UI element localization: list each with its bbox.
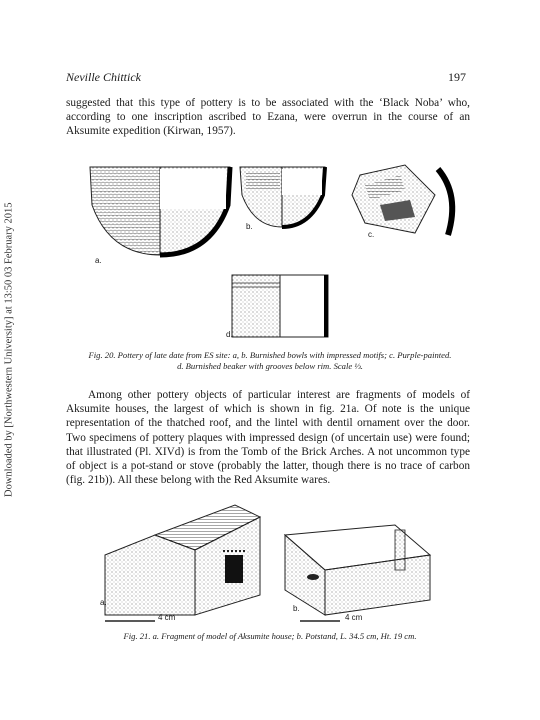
running-head-author: Neville Chittick bbox=[66, 70, 141, 84]
fig20-label-d: d. bbox=[226, 330, 233, 339]
house-model-illustration bbox=[105, 505, 260, 615]
figure-21-drawing bbox=[95, 495, 445, 625]
potstand-illustration bbox=[285, 525, 430, 615]
bowl-a-illustration bbox=[90, 167, 230, 255]
fig21-label-b: b. bbox=[293, 604, 300, 613]
fig20-label-b: b. bbox=[246, 222, 253, 231]
fig21-scale-a: 4 cm bbox=[158, 613, 176, 622]
fragment-c-illustration bbox=[352, 165, 452, 235]
figure-20-drawing bbox=[60, 155, 480, 345]
figure-20-caption-line-2: d. Burnished beaker with grooves below rim. Scale ⅓. bbox=[177, 361, 363, 371]
download-watermark: Downloaded by [Northwestern University] at 13:50 03 February 2015 bbox=[3, 202, 15, 498]
fig21-scale-b: 4 cm bbox=[345, 613, 363, 622]
beaker-d-illustration bbox=[232, 275, 328, 337]
paragraph-intro: suggested that this type of pottery is to be associated with the ‘Black Noba’ who, according to one inscription ascribed to Ezana, were overrun in the course of an Aksumite expedition (Kirwan, 1957). bbox=[66, 97, 470, 138]
fig20-label-a: a. bbox=[95, 256, 102, 265]
fig20-label-c: c. bbox=[368, 230, 375, 239]
page-number: 197 bbox=[448, 70, 466, 84]
fig21-label-a: a. bbox=[100, 598, 107, 607]
paragraph-house-models: Among other pottery objects of particular interest are fragments of models of Aksumite houses, the largest of which is shown in fig. 21a. Of note is the unique representation of the thatched roof, and the lintel with dentil ornament over the door. Two specimens of pottery plaques with impressed design (of uncertain use) were found; that illustrated (Pl. XIVd) is from the Tomb of the Brick Arches. A not uncommon type of object is a pot-stand or stove (probably the latter, though there is no trace of carbon (fig. 21b)). All these belong with the Red Aksumite wares. bbox=[66, 389, 470, 487]
bowl-b-illustration bbox=[240, 167, 325, 227]
figure-20-caption-line-1: Fig. 20. Pottery of late date from ES site: a, b. Burnished bowls with impressed motifs; c. Purple-painted. bbox=[88, 350, 452, 360]
figure-21-caption: Fig. 21. a. Fragment of model of Aksumite house; b. Potstand, L. 34.5 cm, Ht. 19 cm. bbox=[123, 631, 417, 641]
